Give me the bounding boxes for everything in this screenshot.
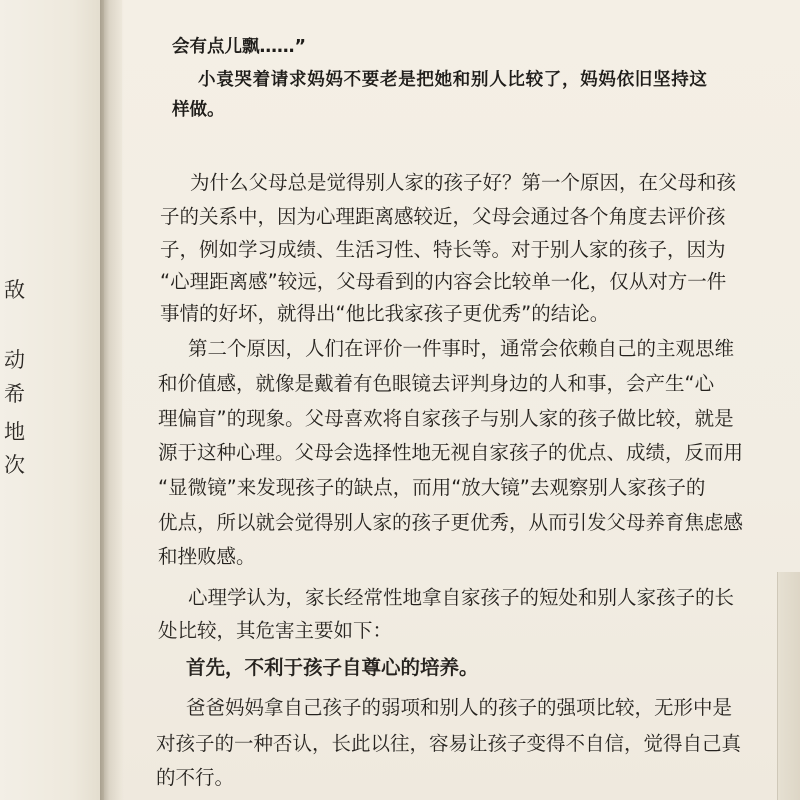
quote-line: 小袁哭着请求妈妈不要老是把她和别人比较了，妈妈依旧坚持这 [198, 70, 708, 90]
paragraph-line: 的不行。 [156, 766, 235, 789]
paragraph-line: 为什么父母总是觉得别人家的孩子好？第一个原因，在父母和孩 [190, 171, 737, 194]
paragraph-line: 子的关系中，因为心理距离感较近，父母会通过各个角度去评价孩 [160, 205, 726, 228]
paragraph-line: 爸爸妈妈拿自己孩子的弱项和别人的孩子的强项比较，无形中是 [186, 696, 733, 719]
paragraph-line: 心理学认为，家长经常性地拿自家孩子的短处和别人家孩子的长 [188, 586, 735, 609]
left-char: 地 [4, 420, 25, 444]
paragraph-line: “心理距离感”较远，父母看到的内容会比较单一化，仅从对方一件 [160, 270, 727, 293]
section-heading: 首先，不利于孩子自尊心的培养。 [186, 656, 479, 679]
paragraph-line: 对孩子的一种否认，长此以往，容易让孩子变得不自信，觉得自己真 [156, 732, 742, 755]
paragraph-line: 源于这种心理。父母会选择性地无视自家孩子的优点、成绩，反而用 [158, 441, 744, 464]
paragraph-line: 第二个原因，人们在评价一件事时，通常会依赖自己的主观思维 [188, 337, 735, 360]
left-char: 希 [4, 382, 25, 406]
quote-line: 会有点儿飘……” [172, 37, 307, 57]
quote-line: 样做。 [172, 100, 225, 120]
paragraph-line: 和挫败感。 [158, 545, 256, 568]
left-char: 敌 [4, 278, 25, 302]
left-char: 次 [4, 453, 25, 477]
paragraph-line: 事情的好坏，就得出“他比我家孩子更优秀”的结论。 [160, 302, 610, 325]
left-char: 动 [4, 348, 25, 372]
paragraph-line: 优点，所以就会觉得别人家的孩子更优秀，从而引发父母养育焦虑感 [158, 511, 744, 534]
paragraph-line: 子，例如学习成绩、生活习性、特长等。对于别人家的孩子，因为 [160, 238, 726, 261]
paragraph-line: 理偏盲”的现象。父母喜欢将自家孩子与别人家的孩子做比较，就是 [158, 407, 734, 430]
paragraph-line: 和价值感，就像是戴着有色眼镜去评判身边的人和事，会产生“心 [158, 372, 715, 395]
paragraph-line: “显微镜”来发现孩子的缺点，而用“放大镜”去观察别人家孩子的 [158, 476, 706, 499]
paragraph-line: 处比较，其危害主要如下： [158, 619, 393, 642]
